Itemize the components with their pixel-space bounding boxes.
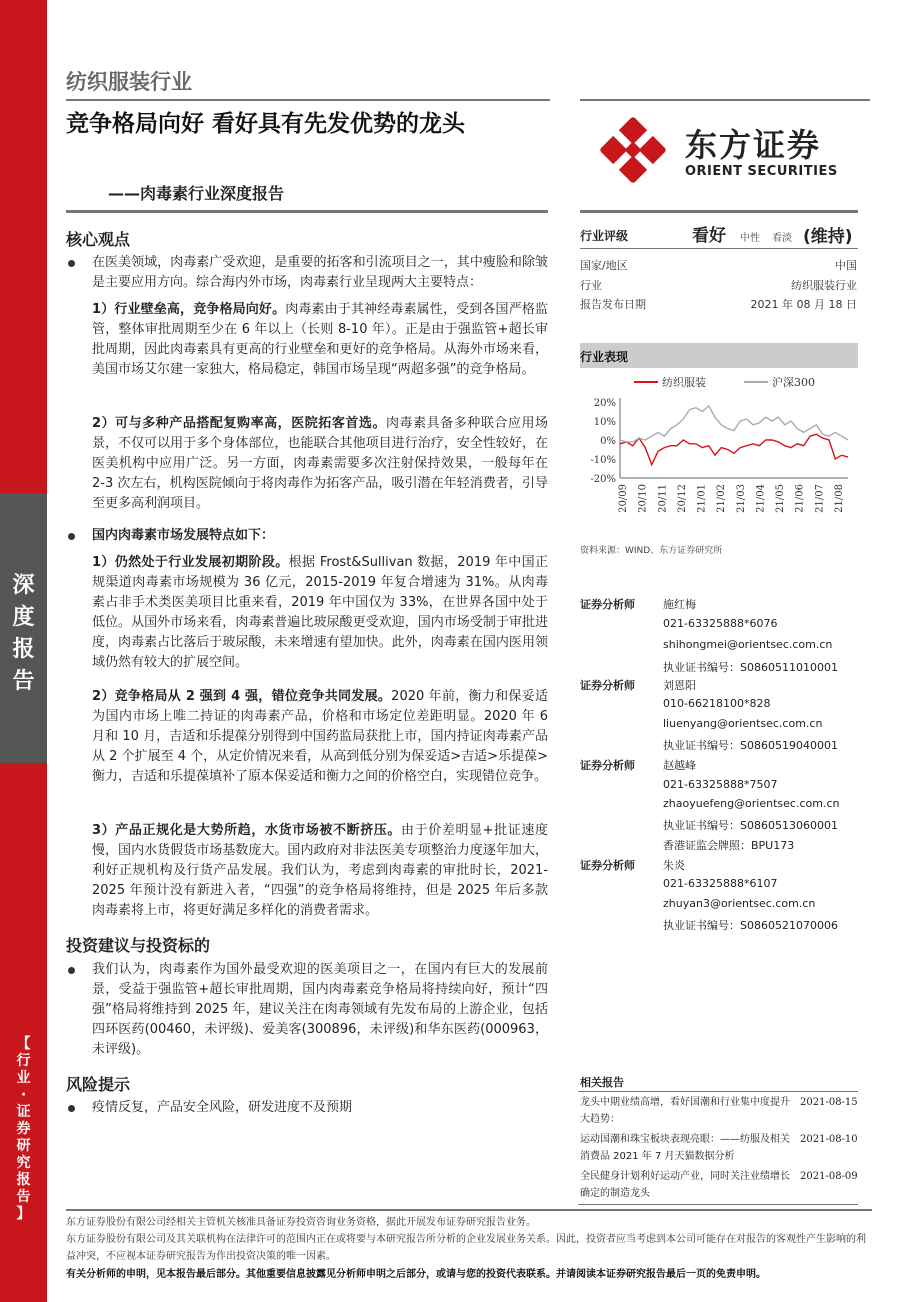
x-tick-label: 21/02: [716, 484, 728, 513]
x-tick-label: 21/01: [696, 484, 708, 513]
y-tick-label: 0%: [600, 436, 616, 447]
report-type-char: 度: [12, 605, 35, 630]
section-risk-title: 风险提示: [66, 1075, 131, 1094]
bullet-marker: [68, 1105, 75, 1112]
analyst-role: 证券分析师: [580, 859, 635, 872]
bullet-marker: [68, 260, 75, 267]
rating-bearish: 看淡: [772, 233, 792, 244]
series-char: 究: [16, 1155, 31, 1171]
series-char: 证: [16, 1104, 31, 1120]
x-tick-label: 21/08: [834, 484, 845, 513]
analyst-hk-license: 香港证监会牌照：BPU173: [663, 839, 795, 852]
series-char: 告: [16, 1189, 31, 1205]
series-char: 研: [16, 1138, 31, 1154]
paragraph-heading: 2）竞争格局从 2 强到 4 强，错位竞争共同发展。: [92, 689, 392, 704]
series-char: 】: [16, 1206, 31, 1222]
paragraph: [92, 553, 548, 673]
report-series-label: [0, 1036, 47, 1223]
paragraph: 我们认为，肉毒素作为国外最受欢迎的医美项目之一，在国内有巨大的发展前景，受益于强监管+超长审批周期，国内肉毒素竞争格局将持续向好，预计“四强”格局将维持到 2025 年，建议关注在肉毒领域有先发布局的上游企业，包括四环医药(00460，未评级)、爱美客(300896，未评级)和华东医药(000963，未评级)。: [92, 962, 548, 1057]
related-report-date: 2021-08-09: [800, 1171, 858, 1182]
analyst-license: 执业证书编号：S0860521070006: [663, 919, 838, 932]
analyst-name: 朱炎: [663, 859, 685, 872]
series-char: 报: [16, 1172, 31, 1188]
series-char: 券: [16, 1121, 31, 1137]
analyst-license: 执业证书编号：S0860511010001: [663, 661, 838, 674]
series-char: ·: [20, 1087, 27, 1103]
paragraph: [92, 300, 548, 380]
x-tick-label: 21/06: [794, 484, 806, 513]
rating-divider-bottom: [580, 248, 858, 249]
analyst-license: 执业证书编号：S0860519040001: [663, 739, 838, 752]
left-sidebar-band: [0, 0, 47, 1302]
x-tick-label: 21/05: [775, 484, 787, 513]
paragraph: [92, 821, 548, 921]
y-tick-label: -20%: [590, 474, 616, 485]
series-char: 业: [16, 1070, 31, 1086]
analyst-name: 施红梅: [663, 598, 696, 611]
info-label: 报告发布日期: [580, 298, 646, 311]
related-divider: [578, 1204, 858, 1205]
footer-divider: [66, 1209, 872, 1211]
x-tick-label: 20/09: [618, 484, 629, 513]
paragraph: 疫情反复，产品安全风险，研发进度不及预期: [92, 1100, 353, 1115]
analyst-phone: 021-63325888*6107: [663, 877, 778, 890]
analyst-phone: 010-66218100*828: [663, 697, 771, 710]
title-divider: [66, 210, 548, 213]
performance-chart: [580, 370, 858, 520]
bullet-marker: [68, 967, 75, 974]
related-report-date: 2021-08-10: [800, 1134, 858, 1145]
orient-securities-logo-icon: [598, 115, 668, 185]
related-divider: [578, 1091, 858, 1092]
industry-name: 纺织服装行业: [66, 70, 192, 94]
logo-divider: [580, 99, 870, 101]
paragraph: 在医美领域，肉毒素广受欢迎，是重要的拓客和引流项目之一，其中瘦脸和除皱是主要应用方向。综合海内外市场，肉毒素行业呈现两大主要特点：: [92, 255, 548, 290]
analyst-email[interactable]: shihongmei@orientsec.com.cn: [663, 638, 833, 651]
report-title: 竞争格局向好 看好具有先发优势的龙头: [66, 111, 466, 137]
rating-neutral: 中性: [740, 233, 760, 244]
paragraph: [92, 687, 548, 787]
related-report-title[interactable]: 龙头中期业绩高增，看好国潮和行业集中度提升大趋势：: [580, 1097, 790, 1125]
related-report-date: 2021-08-15: [800, 1097, 858, 1108]
brand-name-cn: 东方证券: [685, 126, 822, 164]
rating-action: (维持): [803, 227, 853, 247]
footer-conflict-note: 东方证券股份有限公司及其关联机构在法律许可的范围内正在或将要与本研究报告所分析的企业发展业务关系。因此，投资者应当考虑到本公司可能存在对报告的客观性产生影响的利益冲突，不应视本证券研究报告为作出投资决策的唯一因素。: [66, 1234, 866, 1262]
x-tick-label: 21/07: [814, 484, 826, 513]
report-subtitle: ——肉毒素行业深度报告: [108, 184, 285, 203]
rating-current: 看好: [692, 226, 726, 246]
paragraph-heading: 3）产品正规化是大势所趋，水货市场被不断挤压。: [92, 823, 402, 838]
analyst-role: 证券分析师: [580, 759, 635, 772]
paragraph-heading: 1）仍然处于行业发展初期阶段。: [92, 555, 289, 570]
paragraph-heading: 国内肉毒素市场发展特点如下：: [92, 528, 275, 543]
report-type-label: [0, 570, 47, 698]
x-tick-label: 20/12: [676, 484, 688, 513]
related-report-title[interactable]: 运动国潮和珠宝板块表现亮眼：——纺服及相关消费品 2021 年 7 月天猫数据分析: [580, 1134, 790, 1162]
report-type-char: 告: [12, 669, 35, 694]
bullet-marker: [68, 533, 75, 540]
analyst-role: 证券分析师: [580, 679, 635, 692]
paragraph: [92, 526, 548, 546]
related-reports-title: 相关报告: [580, 1076, 624, 1089]
footer-qualification: 东方证券股份有限公司经相关主管机关核准具备证券投资咨询业务资格，据此开展发布证券研究报告业务。: [66, 1217, 536, 1228]
analyst-phone: 021-63325888*7507: [663, 778, 778, 791]
paragraph-body: 根据 Frost&Sullivan 数据，2019 年中国正规渠道肉毒素市场规模为 36 亿元，2015-2019 年复合增速为 31%。从肉毒素占非手术类医美项目比重来看，2019 年中国仅为 33%，在世界各国中处于低位。从国外市场来看，肉毒素普遍比玻尿酸更受欢迎，国内市场受制于审批进度，肉毒素占比落后于玻尿酸，未来增速有望加快。此外，肉毒素在国内医用领域仍然有较大的扩展空间。: [92, 555, 548, 670]
paragraph-body: 2020 年前，衡力和保妥适为国内市场上唯二持证的肉毒素产品，价格和市场定位差距明显。2020 年 6 月和 10 月，吉适和乐提葆分别得到中国药监局获批上市，国内持证肉毒素产品从 2 个扩展至 4 个，从定价情况来看，从高到低分别为保妥适>吉适>乐提葆>衡力，吉适和乐提葆填补了原本保妥适和衡力之间的价格空白，实现错位竞争。: [92, 689, 548, 784]
paragraph-body: 肉毒素具备多种联合应用场景，不仅可以用于多个身体部位，也能联合其他项目进行治疗，安全性较好，在医美机构中应用广泛。另一方面，肉毒素需要多次注射保持效果，一般每年在 2-3 次左右，机构医院倾向于将肉毒作为拓客产品，吸引潜在年轻消费者，引导至更多高利润项目。: [92, 416, 548, 511]
analyst-email[interactable]: zhaoyuefeng@orientsec.com.cn: [663, 797, 840, 810]
y-tick-label: 20%: [593, 398, 616, 409]
section-invest-title: 投资建议与投资标的: [66, 936, 211, 955]
report-type-char: 深: [12, 573, 35, 598]
analyst-email[interactable]: zhuyan3@orientsec.com.cn: [663, 897, 816, 910]
x-tick-label: 21/03: [735, 484, 747, 513]
x-tick-label: 20/10: [637, 484, 649, 513]
legend-label: 沪深300: [772, 376, 815, 389]
paragraph-body: 由于价差明显+批证速度慢，国内水货假货市场基数庞大。国内政府对非法医美专项整治力度逐年加大，利好正规机构及行货产品发展。我们认为，考虑到肉毒素的审批时长，2021-2025 年预计没有新进入者，“四强”的竞争格局将维持，但是 2025 年后多款肉毒素将上市，将更好满足多样化的消费者需求。: [92, 823, 548, 918]
series-line: [620, 434, 848, 464]
chart-source: 资料来源：WIND、东方证券研究所: [580, 546, 723, 556]
x-tick-label: 21/04: [755, 484, 767, 513]
rating-divider-top: [580, 210, 858, 213]
info-label: 行业: [580, 279, 602, 292]
brand-name-en: ORIENT SECURITIES: [685, 164, 838, 179]
analyst-email[interactable]: liuenyang@orientsec.com.cn: [663, 717, 823, 730]
analyst-name: 赵越峰: [663, 759, 696, 772]
performance-header: [580, 343, 858, 368]
legend-label: 纺织服装: [662, 376, 706, 389]
x-tick-label: 20/11: [657, 484, 669, 513]
analyst-phone: 021-63325888*6076: [663, 617, 778, 630]
paragraph-body: 肉毒素由于其神经毒素属性，受到各国严格监管，整体审批周期至少在 6 年以上（长则 8-10 年）。正是由于强监管+超长审批周期，因此肉毒素具有更高的行业壁垒和更好的竞争格局。从海外市场来看，美国市场艾尔建一家独大，格局稳定，韩国市场呈现“两超多强”的竞争格局。: [92, 302, 548, 377]
info-value: 中国: [835, 259, 857, 272]
header-divider: [66, 99, 550, 101]
series-line: [620, 406, 848, 442]
performance-title: 行业表现: [580, 350, 629, 364]
related-report-title[interactable]: 全民健身计划利好运动产业，同时关注业绩增长确定的制造龙头: [580, 1171, 790, 1199]
analyst-role: 证券分析师: [580, 598, 635, 611]
info-value: 2021 年 08 月 18 日: [750, 298, 857, 311]
section-core-title: 核心观点: [66, 230, 131, 249]
footer-disclaimer: 有关分析师的申明，见本报告最后部分。其他重要信息披露见分析师申明之后部分，或请与您的投资代表联系。并请阅读本证券研究报告最后一页的免责申明。: [66, 1269, 766, 1280]
report-type-char: 报: [12, 637, 35, 662]
rating-label: 行业评级: [580, 229, 629, 243]
y-tick-label: 10%: [593, 417, 616, 428]
paragraph-heading: 1）行业壁垒高，竞争格局向好。: [92, 302, 286, 317]
series-char: 行: [16, 1053, 31, 1069]
info-value: 纺织服装行业: [791, 279, 857, 292]
paragraph: [92, 414, 548, 514]
analyst-name: 刘恩阳: [663, 679, 696, 692]
analyst-license: 执业证书编号：S0860513060001: [663, 819, 838, 832]
y-tick-label: -10%: [590, 455, 616, 466]
paragraph-heading: 2）可与多种产品搭配复购率高，医院拓客首选。: [92, 416, 387, 431]
info-label: 国家/地区: [580, 259, 628, 272]
series-char: 【: [16, 1036, 31, 1052]
